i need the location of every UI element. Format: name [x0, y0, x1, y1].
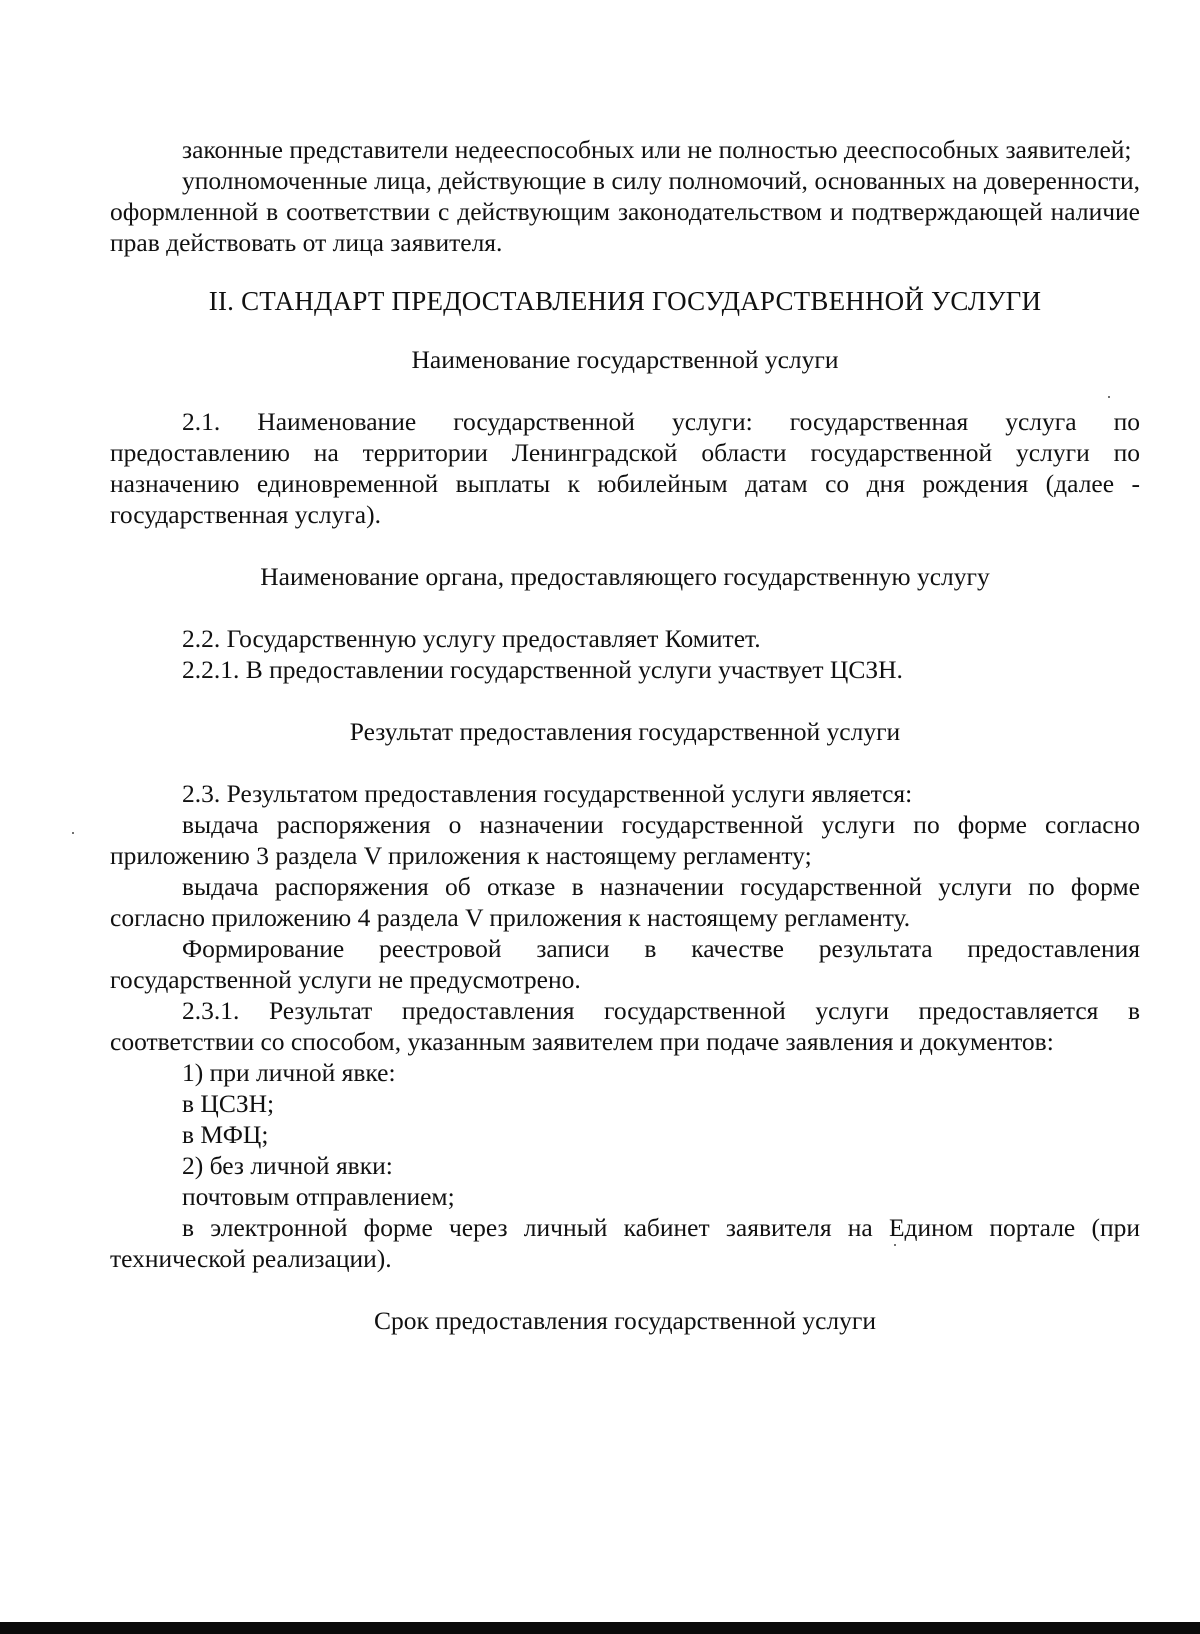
- paragraph-registry-record: Формирование реестровой записи в качестве результата предоставления государственной услуги не предусмотрено.: [110, 934, 1140, 994]
- heading-providing-body: Наименование органа, предоставляющего государственную услугу: [260, 562, 990, 591]
- paragraph-order-refusal: выдача распоряжения об отказе в назначении государственной услуги по форме согласно приложению 4 раздела V приложения к настоящему регламенту.: [110, 872, 1140, 932]
- scan-speck: [894, 1244, 896, 1246]
- scan-speck: [72, 832, 74, 834]
- heading-service-term: Срок предоставления государственной услуги: [373, 1306, 876, 1335]
- paragraph-2-3: 2.3. Результатом предоставления государственной услуги является:: [182, 779, 913, 808]
- paragraph-2-1: 2.1. Наименование государственной услуги: государственная услуга по предоставлению на территории Ленинградской области государственной услуги по назначению единовременной выплаты к юбилейным датам со дня рождения (далее - государственная услуга).: [110, 407, 1140, 529]
- list-item-mfc: в МФЦ;: [182, 1120, 269, 1149]
- paragraph-legal-representatives: законные представители недееспособных или не полностью дееспособных заявителей;: [182, 135, 1132, 164]
- paragraph-2-2-1: 2.2.1. В предоставлении государственной услуги участвует ЦСЗН.: [182, 655, 903, 684]
- paragraph-2-3-1: 2.3.1. Результат предоставления государственной услуги предоставляется в соответствии со способом, указанным заявителем при подаче заявления и документов:: [110, 996, 1140, 1056]
- scan-speck: [1108, 396, 1110, 398]
- paragraph-2-2: 2.2. Государственную услугу предоставляет Комитет.: [182, 624, 761, 653]
- list-item-remote: 2) без личной явки:: [182, 1151, 393, 1180]
- scan-edge-bar: [0, 1622, 1200, 1634]
- document-body: [110, 134, 1140, 1336]
- heading-service-result: Результат предоставления государственной услуги: [349, 717, 901, 746]
- list-item-cszn: в ЦСЗН;: [182, 1089, 275, 1118]
- list-item-postal: почтовым отправлением;: [182, 1182, 455, 1211]
- paragraph-authorized-persons: уполномоченные лица, действующие в силу полномочий, основанных на доверенности, оформленной в соответствии с действующим законодательством и подтверждающей наличие прав действовать от лица заявителя.: [110, 166, 1140, 257]
- list-item-electronic: в электронной форме через личный кабинет заявителя на Едином портале (при технической реализации).: [110, 1213, 1140, 1273]
- heading-service-name: Наименование государственной услуги: [411, 345, 839, 374]
- section-title: II. СТАНДАРТ ПРЕДОСТАВЛЕНИЯ ГОСУДАРСТВЕННОЙ УСЛУГИ: [208, 286, 1042, 316]
- paragraph-order-grant: выдача распоряжения о назначении государственной услуги по форме согласно приложению 3 раздела V приложения к настоящему регламенту;: [110, 810, 1140, 870]
- list-item-in-person: 1) при личной явке:: [182, 1058, 396, 1087]
